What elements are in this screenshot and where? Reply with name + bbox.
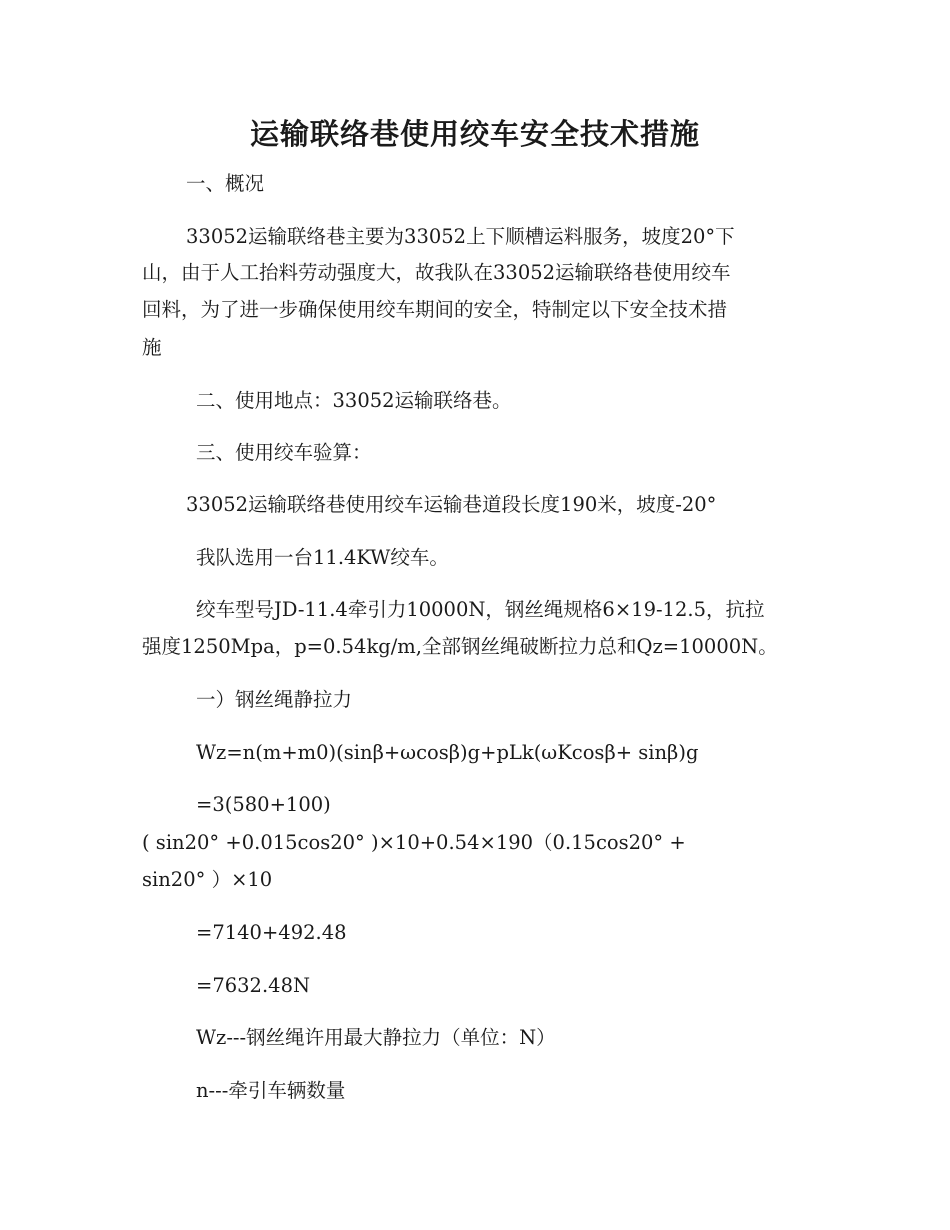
formula-line: =7140+492.48	[196, 921, 347, 944]
paragraph-line: 33052运输联络巷主要为33052上下顺槽运料服务，坡度20°下	[186, 225, 735, 248]
formula-result: =7632.48N	[196, 974, 311, 997]
subsection-heading: 一）钢丝绳静拉力	[196, 688, 353, 711]
section-heading-location: 二、使用地点：33052运输联络巷。	[196, 389, 512, 412]
paragraph-line: 强度1250Mpa，p=0.54kg/m,全部钢丝绳破断拉力总和Qz=10000N。	[142, 635, 778, 658]
definition-line: n---牵引车辆数量	[196, 1079, 346, 1102]
paragraph-line: 回料，为了进一步确保使用绞车期间的安全，特制定以下安全技术措	[142, 298, 728, 321]
formula-line: Wz=n(m+m0)(sinβ+ωcosβ)g+pLk(ωKcosβ+ sinβ)g	[196, 741, 699, 764]
definition-line: Wz---钢丝绳许用最大静拉力（单位：N）	[196, 1026, 556, 1049]
section-heading-overview: 一、概况	[186, 172, 265, 195]
paragraph-line: 我队选用一台11.4KW绞车。	[196, 546, 449, 569]
paragraph-line: 33052运输联络巷使用绞车运输巷道段长度190米，坡度-20°	[186, 493, 717, 516]
paragraph-line: 施	[142, 336, 162, 359]
formula-line: =3(580+100)	[196, 793, 331, 816]
paragraph-line: 绞车型号JD-11.4牵引力10000N，钢丝绳规格6×19-12.5，抗拉	[196, 598, 765, 621]
section-heading-calculation: 三、使用绞车验算：	[196, 441, 372, 464]
document-title: 运输联络巷使用绞车安全技术措施	[249, 117, 700, 151]
formula-line: sin20° ）×10	[142, 868, 273, 891]
formula-line: ( sin20° +0.015cos20° )×10+0.54×190（0.15cos20° +	[142, 831, 686, 854]
paragraph-line: 山，由于人工抬料劳动强度大，故我队在33052运输联络巷使用绞车	[142, 261, 731, 284]
